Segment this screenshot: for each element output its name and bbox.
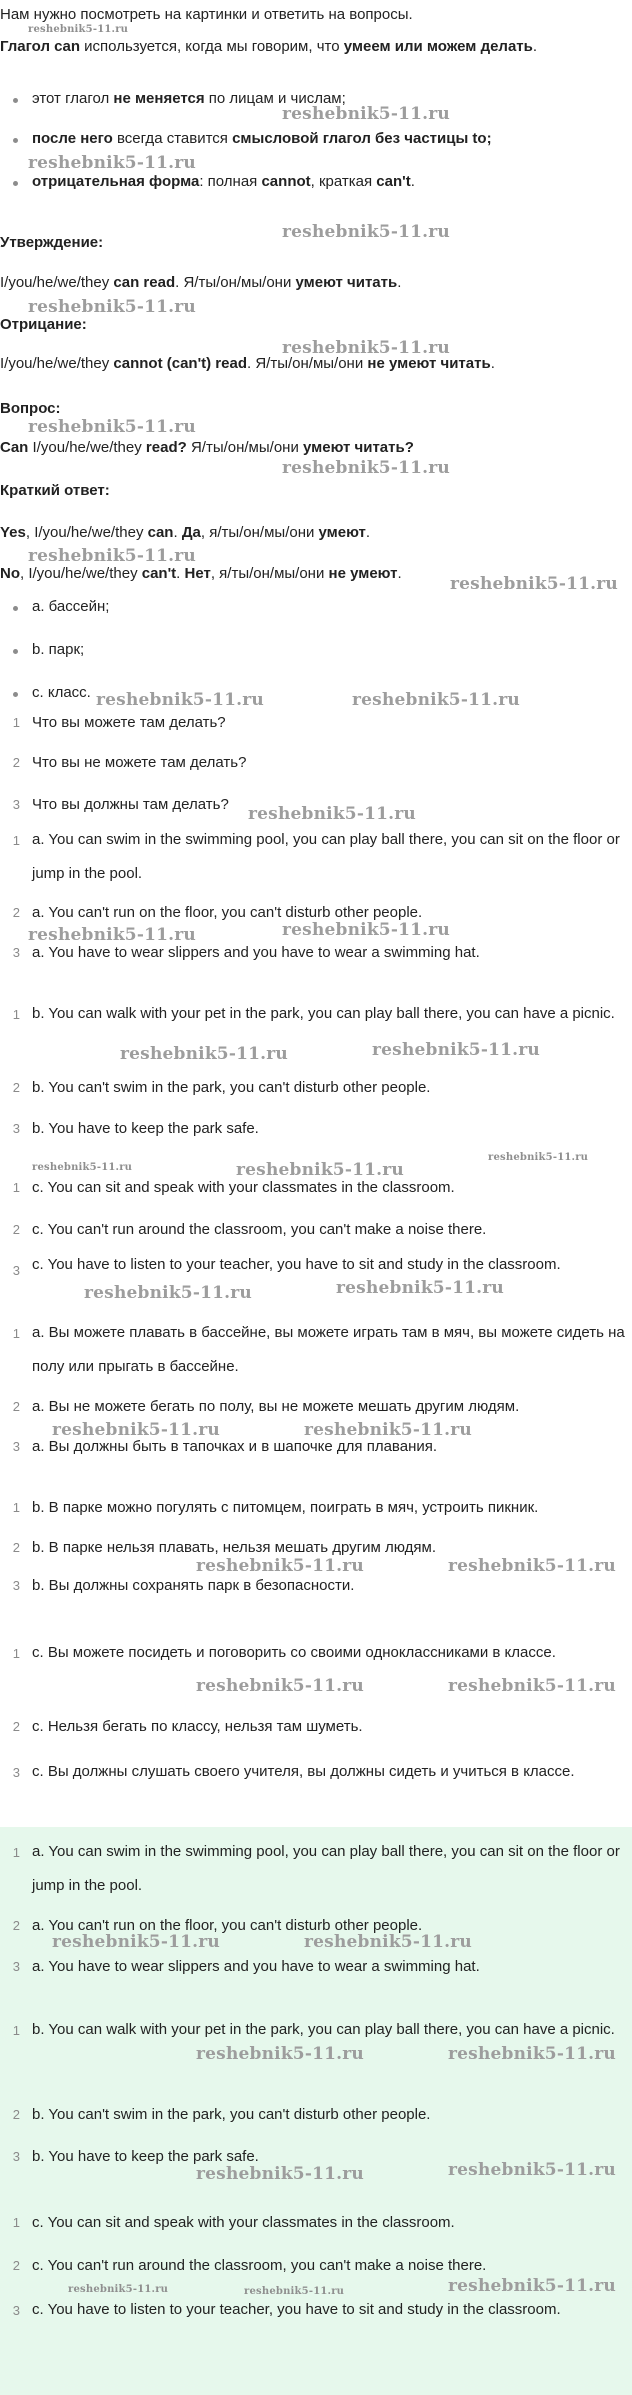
q-bold-1: Can [0,439,29,456]
watermark: reshebnik5-11.ru [196,2164,364,2184]
answer-ru-item: c. Вы должны слушать своего учителя, вы должны сидеть и учиться в классе. [32,1763,575,1780]
list-number: 2 [12,2107,20,2122]
watermark: reshebnik5-11.ru [448,2276,616,2296]
neg-bold-2: не умеют читать [367,355,491,372]
watermark: reshebnik5-11.ru [28,417,196,437]
short-answer-heading: Краткий ответ: [0,482,110,499]
question-item: Что вы можете там делать? [32,714,226,731]
answer-green-item: a. You can't run on the floor, you can't disturb other people. [32,1917,423,1934]
list-number: 1 [12,833,20,848]
answer-ru-item: a. Вы можете плавать в бассейне, вы можете играть там в мяч, вы можете сидеть на полу или прыгать в бассейне. [32,1324,625,1375]
list-number: 1 [12,1007,20,1022]
watermark: reshebnik5-11.ru [448,1556,616,1576]
no-bold-3: Нет [184,565,211,582]
aff-text-3: . [397,274,402,291]
list-number: 2 [12,755,20,770]
answer-en-item: c. You have to listen to your teacher, you have to sit and study in the classroom. [32,1256,561,1273]
rule-bold-2: умеем или можем делать [343,38,533,55]
yes-bold-1: Yes [0,524,26,541]
list-number: 3 [12,2149,20,2164]
q-bold-3: умеют читать? [303,439,414,456]
bullet-item-3 [32,171,415,192]
watermark: reshebnik5-11.ru [244,2286,345,2297]
watermark: reshebnik5-11.ru [282,338,450,358]
list-number: 3 [12,1439,20,1454]
bullet-dot [13,692,18,697]
question-item: Что вы не можете там делать? [32,754,247,771]
bullet-3-text-3: . [410,173,415,190]
bullet-3-text-2: , краткая [310,173,377,190]
watermark: reshebnik5-11.ru [282,104,450,124]
bullet-dot [13,649,18,654]
list-number: 3 [12,2303,20,2318]
list-number: 2 [12,1399,20,1414]
answer-green-item: c. You can't run around the classroom, you can't make a noise there. [32,2257,487,2274]
no-text-1: , I/you/he/we/they [20,565,142,582]
list-number: 1 [12,1845,20,1860]
bullet-2-text-1: всегда ставится [112,130,233,147]
list-number: 1 [12,2023,20,2038]
watermark: reshebnik5-11.ru [282,920,450,940]
bullet-2-bold-1: после него [32,130,113,147]
list-number: 2 [12,1080,20,1095]
list-number: 3 [12,1765,20,1780]
answer-ru-item: b. Вы должны сохранять парк в безопасности. [32,1577,355,1594]
no-bold-1: No [0,565,20,582]
yes-text-3: , я/ты/он/мы/они [200,524,319,541]
answer-en-item: a. You can't run on the floor, you can't disturb other people. [32,904,423,921]
list-number: 3 [12,1121,20,1136]
watermark: reshebnik5-11.ru [196,2044,364,2064]
answer-ru-item: c. Вы можете посидеть и поговорить со своими одноклассниками в классе. [32,1644,556,1661]
watermark: reshebnik5-11.ru [282,222,450,242]
answer-en-item: a. You have to wear slippers and you have to wear a swimming hat. [32,944,480,961]
watermark: reshebnik5-11.ru [28,24,129,35]
rule-text-2: . [532,38,538,55]
negative-heading: Отрицание: [0,316,87,333]
list-number: 2 [12,1540,20,1555]
q-bold-2: read? [145,439,187,456]
bullet-item-2 [32,128,492,149]
watermark: reshebnik5-11.ru [32,1162,133,1173]
bullet-dot [13,138,18,143]
neg-bold-1: cannot (can't) read [113,355,247,372]
answer-en-item: c. You can't run around the classroom, you can't make a noise there. [32,1221,487,1238]
watermark: reshebnik5-11.ru [28,153,196,173]
answer-green-item: b. You can walk with your pet in the park, you can play ball there, you can have a picnic. [32,2021,615,2038]
list-number: 1 [12,1500,20,1515]
rule-text-1: используется, когда мы говорим, что [80,38,344,55]
watermark: reshebnik5-11.ru [96,690,264,710]
list-number: 2 [12,905,20,920]
list-number: 2 [12,2258,20,2273]
yes-bold-2: can [147,524,174,541]
watermark: reshebnik5-11.ru [488,1152,589,1163]
q-text-2: Я/ты/он/мы/они [186,439,303,456]
place-item: c. класс. [32,684,91,701]
neg-text-1: I/you/he/we/they [0,355,114,372]
list-number: 1 [12,1326,20,1341]
bullet-item-1 [32,88,346,109]
bullet-3-bold-3: can't [376,173,411,190]
watermark: reshebnik5-11.ru [236,1160,404,1180]
rule-bold-1: Глагол can [0,38,81,55]
question-heading: Вопрос: [0,400,61,417]
bullet-1-text-2: по лицам и числам; [204,90,346,107]
bullet-2-bold-2: смысловой глагол без частицы to; [232,130,492,147]
answer-en-item: b. You have to keep the park safe. [32,1120,259,1137]
watermark: reshebnik5-11.ru [448,2044,616,2064]
bullet-3-bold-1: отрицательная форма [32,173,200,190]
bullet-1-bold: не меняется [113,90,205,107]
bullet-dot [13,98,18,103]
question-item: Что вы должны там делать? [32,796,229,813]
watermark: reshebnik5-11.ru [28,297,196,317]
watermark: reshebnik5-11.ru [248,804,416,824]
short-answer-yes [0,522,370,543]
answer-green-item: a. You have to wear slippers and you have to wear a swimming hat. [32,1958,480,1975]
no-bold-4: не умеют [328,565,398,582]
place-item: b. парк; [32,641,85,658]
watermark: reshebnik5-11.ru [68,2284,169,2295]
list-number: 2 [12,1222,20,1237]
answer-ru-item: a. Вы не можете бегать по полу, вы не можете мешать другим людям. [32,1398,520,1415]
answer-green-item: b. You have to keep the park safe. [32,2148,259,2165]
aff-text-2: . Я/ты/он/мы/они [175,274,296,291]
watermark: reshebnik5-11.ru [84,1283,252,1303]
watermark: reshebnik5-11.ru [52,1420,220,1440]
answer-green-item: a. You can swim in the swimming pool, you can play ball there, you can sit on the floor or jump in the pool. [32,1843,620,1894]
watermark: reshebnik5-11.ru [352,690,520,710]
answer-green-item: b. You can't swim in the park, you can't disturb other people. [32,2106,431,2123]
list-number: 3 [12,1263,20,1278]
watermark: reshebnik5-11.ru [448,2160,616,2180]
list-number: 1 [12,715,20,730]
list-number: 3 [12,1959,20,1974]
watermark: reshebnik5-11.ru [52,1932,220,1952]
rule-paragraph [0,36,537,57]
yes-bold-3: Да [181,524,201,541]
watermark: reshebnik5-11.ru [28,546,196,566]
answer-en-item: a. You can swim in the swimming pool, you can play ball there, you can sit on the floor or jump in the pool. [32,831,620,882]
answer-en-item: b. You can't swim in the park, you can't disturb other people. [32,1079,431,1096]
no-text-4: . [397,565,402,582]
watermark: reshebnik5-11.ru [304,1420,472,1440]
list-number: 3 [12,945,20,960]
aff-text-1: I/you/he/we/they [0,274,114,291]
yes-bold-4: умеют [318,524,366,541]
answer-en-item: b. You can walk with your pet in the park, you can play ball there, you can have a picnic. [32,1005,615,1022]
aff-bold-1: can read [113,274,176,291]
bullet-dot [13,181,18,186]
bullet-3-bold-2: cannot [261,173,311,190]
watermark: reshebnik5-11.ru [196,1556,364,1576]
yes-text-1: , I/you/he/we/they [25,524,148,541]
list-number: 1 [12,1180,20,1195]
list-number: 2 [12,1918,20,1933]
intro-text: Нам нужно посмотреть на картинки и ответить на вопросы. [0,6,413,23]
no-text-2: . [176,565,185,582]
no-text-3: , я/ты/он/мы/они [210,565,329,582]
watermark: reshebnik5-11.ru [372,1040,540,1060]
affirmative-example [0,272,401,293]
list-number: 1 [12,1646,20,1661]
answer-ru-item: c. Нельзя бегать по классу, нельзя там шуметь. [32,1718,363,1735]
negative-example [0,353,495,374]
q-text-1: I/you/he/we/they [28,439,146,456]
list-number: 1 [12,2215,20,2230]
bullet-3-text-1: : полная [199,173,262,190]
list-number: 3 [12,797,20,812]
answer-green-item: c. You have to listen to your teacher, you have to sit and study in the classroom. [32,2301,561,2318]
list-number: 3 [12,1578,20,1593]
answer-ru-item: b. В парке можно погулять с питомцем, поиграть в мяч, устроить пикник. [32,1499,539,1516]
watermark: reshebnik5-11.ru [196,1676,364,1696]
watermark: reshebnik5-11.ru [336,1278,504,1298]
watermark: reshebnik5-11.ru [120,1044,288,1064]
short-answer-no [0,563,402,584]
answer-ru-item: a. Вы должны быть в тапочках и в шапочке для плавания. [32,1438,438,1455]
neg-text-2: . Я/ты/он/мы/они [247,355,368,372]
bullet-dot [13,606,18,611]
affirmative-heading: Утверждение: [0,234,104,251]
question-example [0,437,414,458]
watermark: reshebnik5-11.ru [28,925,196,945]
bullet-1-text-1: этот глагол [32,90,114,107]
answer-ru-item: b. В парке нельзя плавать, нельзя мешать другим людям. [32,1539,437,1556]
watermark: reshebnik5-11.ru [448,1676,616,1696]
neg-text-3: . [490,355,495,372]
no-bold-2: can't [141,565,177,582]
place-item: a. бассейн; [32,598,110,615]
watermark: reshebnik5-11.ru [304,1932,472,1952]
answer-green-item: c. You can sit and speak with your classmates in the classroom. [32,2214,455,2231]
watermark: reshebnik5-11.ru [282,458,450,478]
aff-bold-2: умеют читать [295,274,398,291]
list-number: 2 [12,1719,20,1734]
yes-text-4: . [365,524,371,541]
answer-en-item: c. You can sit and speak with your classmates in the classroom. [32,1179,455,1196]
yes-text-2: . [173,524,182,541]
watermark: reshebnik5-11.ru [450,574,618,594]
